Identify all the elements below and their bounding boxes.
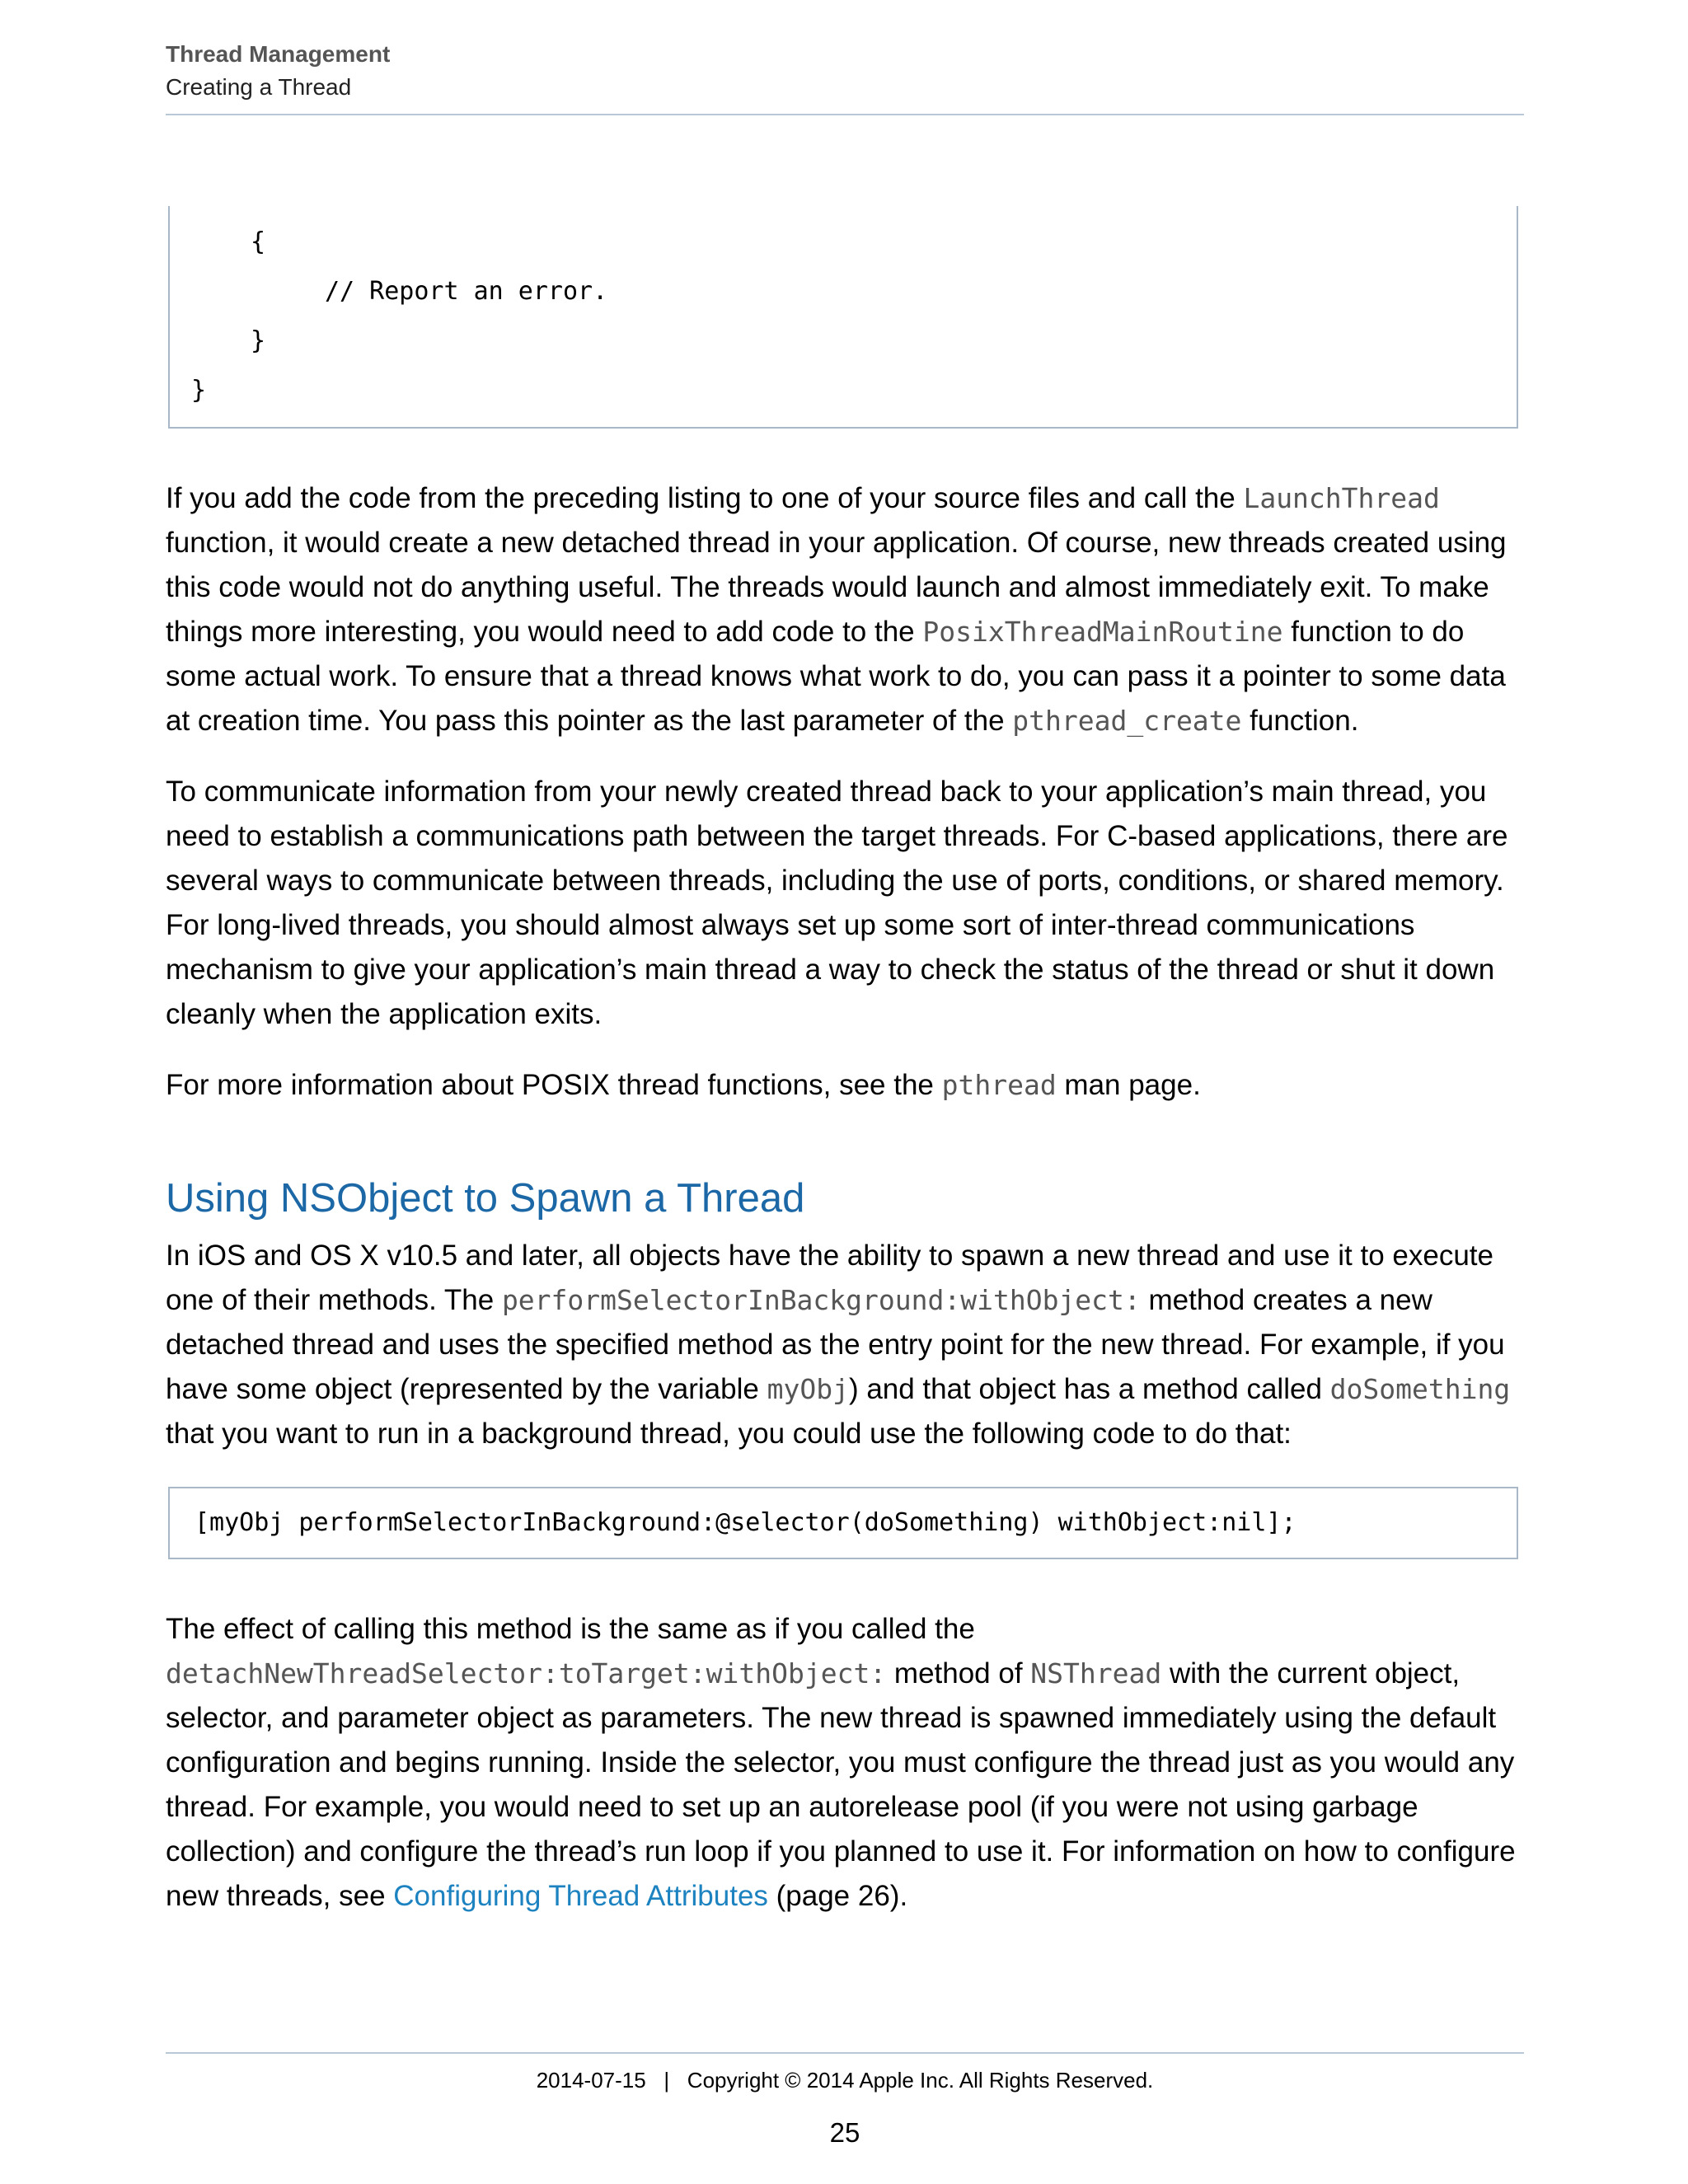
text-run: The effect of calling this method is the same as if you called the [166,1613,975,1645]
inline-code: doSomething [1329,1373,1511,1405]
code-line: } [191,376,207,405]
paragraph [166,1607,1534,1919]
running-header [166,38,1524,104]
inline-code: pthread_create [1012,705,1242,737]
text-run: If you add the code from the preceding listing to one of your source files and call the [166,482,1244,514]
header-divider [166,114,1524,115]
text-run: function to do some actual work. To ensure that a thread knows what work to do, you can pass it a pointer to some data at creation time. You pass this pointer as the last parameter of the [166,616,1506,737]
text-run: that you want to run in a background thread, you could use the following code to do that: [166,1418,1292,1450]
inline-code: detachNewThreadSelector:toTarget:withObject: [166,1657,887,1690]
chapter-title: Thread Management [166,41,391,67]
paragraph [166,476,1534,743]
text-run: with the current object, selector, and parameter object as parameters. The new thread is spawned immediately using the default configuration and begins running. Inside the selector, you must configure the thread just as you would any thread. For example, you would need to set up an autorelease pool (if you were not using garbage collection) and configure the thread’s run loop if you planned to use it. For information on how to configure new threads, see [166,1657,1516,1912]
text-run: To communicate information from your newly created thread back to your application’s main thread, you need to establish a communications path between the target threads. For C-based applications, there are several ways to communicate between threads, including the use of ports, conditions, or shared memory. For long-lived threads, you should almost always set up some sort of inter-thread communications mechanism to give your application’s main thread a way to check the status of the thread or shut it down cleanly when the application exits. [166,776,1508,1030]
paragraph [166,1234,1534,1456]
text-run: function. [1241,705,1359,737]
text-run: For more information about POSIX thread functions, see the [166,1069,942,1101]
section-title: Creating a Thread [166,74,352,100]
code-listing-continued [168,206,1518,429]
footer-copyright: 2014-07-15 | Copyright © 2014 Apple Inc. All Rights Reserved. [536,2068,1154,2093]
code-line: // Report an error. [325,277,608,306]
configuring-thread-attributes-link[interactable]: Configuring Thread Attributes [393,1880,768,1912]
text-run: ) and that object has a method called [848,1373,1330,1405]
code-line: [myObj performSelectorInBackground:@selector(doSomething) withObject:nil]; [195,1508,1296,1537]
inline-code: myObj [767,1373,849,1405]
text-run: In iOS and OS X v10.5 and later, all objects have the ability to spawn a new thread and use it to execute one of their methods. The [166,1240,1493,1316]
inline-code: LaunchThread [1243,482,1440,514]
inline-code: pthread [941,1069,1057,1101]
inline-code: PosixThreadMainRoutine [922,616,1283,648]
inline-code: NSThread [1030,1657,1162,1690]
text-run: (page 26). [767,1880,908,1912]
text-run: function, it would create a new detached thread in your application. Of course, new threads created using this code would not do anything useful. The threads would launch and almost immediately exit. To make things more interesting, you would need to add code to the [166,527,1507,648]
code-listing [168,1487,1518,1559]
page-number: 25 [829,2117,860,2148]
section-heading: Using NSObject to Spawn a Thread [166,1176,805,1221]
paragraph [166,1063,1534,1108]
code-line: } [251,326,266,355]
text-run: method creates a new detached thread and uses the specified method as the entry point for the new thread. For example, if you have some object (represented by the variable [166,1284,1505,1405]
text-run: method of [886,1657,1031,1690]
code-line: { [251,227,266,256]
text-run: man page. [1056,1069,1201,1101]
paragraph [166,770,1534,1037]
inline-code: performSelectorInBackground:withObject: [501,1284,1141,1316]
footer-divider [166,2052,1524,2054]
